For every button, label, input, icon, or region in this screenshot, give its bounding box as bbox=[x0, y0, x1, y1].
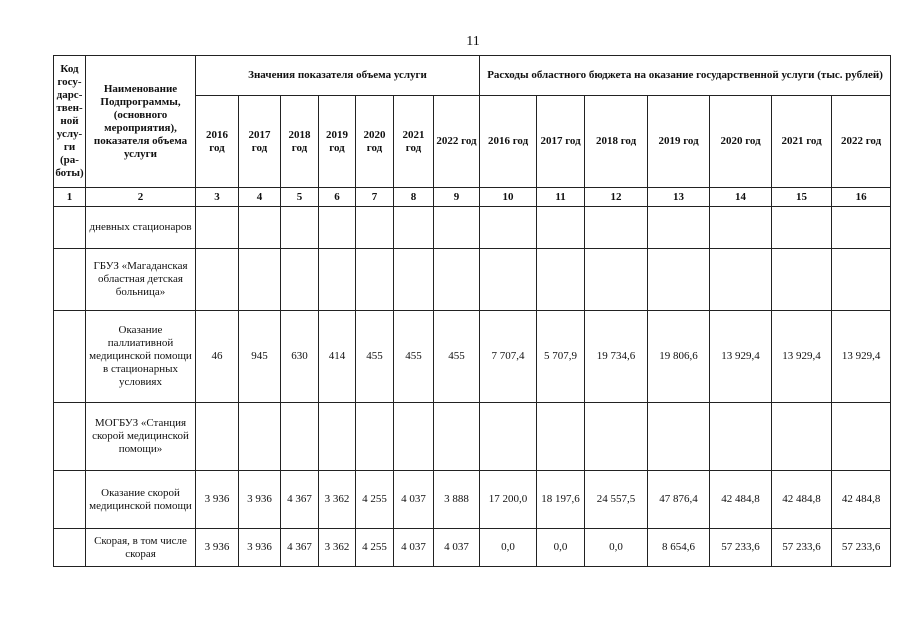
expense-cell bbox=[772, 249, 832, 311]
expense-cell bbox=[832, 207, 891, 249]
row-name: Скорая, в том числе скорая bbox=[86, 529, 196, 567]
value-cell bbox=[319, 249, 356, 311]
value-cell: 4 037 bbox=[394, 529, 434, 567]
value-year-header: 2021 год bbox=[394, 96, 434, 188]
column-number: 15 bbox=[772, 188, 832, 207]
value-cell: 4 255 bbox=[356, 529, 394, 567]
value-cell: 4 367 bbox=[281, 471, 319, 529]
row-code bbox=[54, 207, 86, 249]
expense-cell bbox=[648, 403, 710, 471]
row-name: МОГБУЗ «Станция скорой медицинской помощи» bbox=[86, 403, 196, 471]
expense-cell bbox=[772, 207, 832, 249]
value-cell: 3 936 bbox=[239, 529, 281, 567]
table-body bbox=[54, 207, 891, 567]
expense-cell: 47 876,4 bbox=[648, 471, 710, 529]
column-number: 12 bbox=[585, 188, 648, 207]
row-name: Оказание скорой медицинской помощи bbox=[86, 471, 196, 529]
expense-cell: 57 233,6 bbox=[710, 529, 772, 567]
column-number: 10 bbox=[480, 188, 537, 207]
table-row bbox=[54, 311, 891, 403]
expense-cell bbox=[710, 249, 772, 311]
value-cell: 4 037 bbox=[394, 471, 434, 529]
value-cell: 3 362 bbox=[319, 529, 356, 567]
expense-cell bbox=[710, 403, 772, 471]
page-number: 11 bbox=[466, 34, 480, 49]
value-cell bbox=[239, 207, 281, 249]
expense-cell: 18 197,6 bbox=[537, 471, 585, 529]
value-cell bbox=[319, 403, 356, 471]
expense-cell bbox=[648, 207, 710, 249]
row-name: дневных стационаров bbox=[86, 207, 196, 249]
expense-year-header: 2020 год bbox=[710, 96, 772, 188]
column-number: 7 bbox=[356, 188, 394, 207]
header-expenses-group: Расходы областного бюджета на оказание государственной услуги (тыс. рублей) bbox=[480, 56, 891, 96]
value-cell bbox=[434, 207, 480, 249]
value-cell bbox=[434, 249, 480, 311]
column-number: 4 bbox=[239, 188, 281, 207]
expense-cell bbox=[585, 403, 648, 471]
column-number: 16 bbox=[832, 188, 891, 207]
row-code bbox=[54, 311, 86, 403]
table-row bbox=[54, 207, 891, 249]
value-cell bbox=[356, 403, 394, 471]
value-cell bbox=[394, 249, 434, 311]
column-number: 14 bbox=[710, 188, 772, 207]
value-cell bbox=[239, 249, 281, 311]
expense-cell: 19 734,6 bbox=[585, 311, 648, 403]
value-cell: 455 bbox=[434, 311, 480, 403]
value-cell: 4 367 bbox=[281, 529, 319, 567]
header-code: Код госу-дарс-твен-ной услу-ги (ра-боты) bbox=[54, 56, 86, 188]
services-table bbox=[53, 55, 891, 567]
value-cell bbox=[434, 403, 480, 471]
expense-cell bbox=[480, 207, 537, 249]
table-row bbox=[54, 249, 891, 311]
value-year-header: 2020 год bbox=[356, 96, 394, 188]
expense-year-header: 2017 год bbox=[537, 96, 585, 188]
row-code bbox=[54, 249, 86, 311]
expense-cell bbox=[648, 249, 710, 311]
value-cell bbox=[356, 249, 394, 311]
expense-cell: 57 233,6 bbox=[832, 529, 891, 567]
expense-cell: 13 929,4 bbox=[710, 311, 772, 403]
expense-cell bbox=[585, 207, 648, 249]
row-code bbox=[54, 403, 86, 471]
expense-cell: 19 806,6 bbox=[648, 311, 710, 403]
value-cell: 455 bbox=[394, 311, 434, 403]
expense-cell: 57 233,6 bbox=[772, 529, 832, 567]
expense-cell bbox=[480, 403, 537, 471]
value-year-header: 2016 год bbox=[196, 96, 239, 188]
value-cell: 630 bbox=[281, 311, 319, 403]
expense-cell bbox=[710, 207, 772, 249]
row-name: Оказание паллиативной медицинской помощи в стационарных условиях bbox=[86, 311, 196, 403]
expense-cell: 42 484,8 bbox=[710, 471, 772, 529]
row-code bbox=[54, 471, 86, 529]
table-row bbox=[54, 529, 891, 567]
expense-cell: 13 929,4 bbox=[832, 311, 891, 403]
value-year-header: 2019 год bbox=[319, 96, 356, 188]
value-cell: 3 936 bbox=[239, 471, 281, 529]
expense-cell bbox=[585, 249, 648, 311]
column-number: 2 bbox=[86, 188, 196, 207]
expense-cell: 0,0 bbox=[585, 529, 648, 567]
value-cell: 3 936 bbox=[196, 471, 239, 529]
expense-cell bbox=[537, 249, 585, 311]
value-cell: 414 bbox=[319, 311, 356, 403]
expense-cell: 42 484,8 bbox=[832, 471, 891, 529]
value-year-header: 2018 год bbox=[281, 96, 319, 188]
expense-cell: 42 484,8 bbox=[772, 471, 832, 529]
value-cell bbox=[281, 249, 319, 311]
expense-cell: 17 200,0 bbox=[480, 471, 537, 529]
expense-cell bbox=[537, 207, 585, 249]
value-cell: 4 037 bbox=[434, 529, 480, 567]
column-number: 11 bbox=[537, 188, 585, 207]
column-number: 13 bbox=[648, 188, 710, 207]
value-cell bbox=[196, 249, 239, 311]
column-number: 3 bbox=[196, 188, 239, 207]
value-cell bbox=[239, 403, 281, 471]
expense-cell: 13 929,4 bbox=[772, 311, 832, 403]
column-number: 6 bbox=[319, 188, 356, 207]
expense-cell bbox=[537, 403, 585, 471]
value-cell: 4 255 bbox=[356, 471, 394, 529]
column-number: 8 bbox=[394, 188, 434, 207]
value-cell: 3 362 bbox=[319, 471, 356, 529]
expense-cell: 0,0 bbox=[537, 529, 585, 567]
expense-cell bbox=[832, 403, 891, 471]
column-number: 1 bbox=[54, 188, 86, 207]
table-row bbox=[54, 471, 891, 529]
expense-cell: 0,0 bbox=[480, 529, 537, 567]
value-cell: 3 888 bbox=[434, 471, 480, 529]
header-values-group: Значения показателя объема услуги bbox=[196, 56, 480, 96]
row-name: ГБУЗ «Магаданская областная детская больница» bbox=[86, 249, 196, 311]
value-cell bbox=[394, 403, 434, 471]
expense-year-header: 2016 год bbox=[480, 96, 537, 188]
value-cell bbox=[281, 403, 319, 471]
expense-cell: 5 707,9 bbox=[537, 311, 585, 403]
expense-cell bbox=[772, 403, 832, 471]
expense-year-header: 2019 год bbox=[648, 96, 710, 188]
value-year-header: 2017 год bbox=[239, 96, 281, 188]
value-cell: 455 bbox=[356, 311, 394, 403]
expense-cell bbox=[832, 249, 891, 311]
row-code bbox=[54, 529, 86, 567]
expense-cell: 7 707,4 bbox=[480, 311, 537, 403]
header-name: Наименование Подпрограммы, (основного мероприятия), показателя объема услуги bbox=[86, 56, 196, 188]
value-cell bbox=[356, 207, 394, 249]
value-year-header: 2022 год bbox=[434, 96, 480, 188]
expense-year-header: 2022 год bbox=[832, 96, 891, 188]
column-number: 5 bbox=[281, 188, 319, 207]
column-number: 9 bbox=[434, 188, 480, 207]
value-cell bbox=[394, 207, 434, 249]
value-cell bbox=[281, 207, 319, 249]
value-cell bbox=[319, 207, 356, 249]
value-cell: 46 bbox=[196, 311, 239, 403]
expense-cell: 24 557,5 bbox=[585, 471, 648, 529]
expense-year-header: 2021 год bbox=[772, 96, 832, 188]
expense-cell: 8 654,6 bbox=[648, 529, 710, 567]
value-cell: 945 bbox=[239, 311, 281, 403]
table-row bbox=[54, 403, 891, 471]
expense-cell bbox=[480, 249, 537, 311]
expense-year-header: 2018 год bbox=[585, 96, 648, 188]
value-cell: 3 936 bbox=[196, 529, 239, 567]
value-cell bbox=[196, 207, 239, 249]
value-cell bbox=[196, 403, 239, 471]
